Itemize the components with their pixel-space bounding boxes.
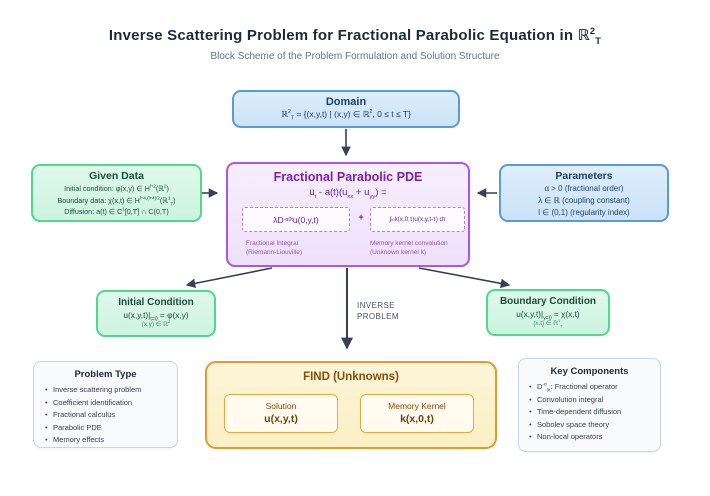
- arrow-pde-to-boundary-condition: [419, 268, 509, 285]
- given-data-box: [31, 164, 202, 222]
- find-kernel-formula: k(x,0,t): [400, 413, 434, 425]
- key-components-title: Key Components: [550, 366, 629, 377]
- key-components-item: • Convolution integral: [528, 394, 656, 407]
- key-components-item: • Non-local operators: [528, 431, 656, 444]
- given-data-title: Given Data: [89, 170, 144, 182]
- find-box: [205, 361, 497, 449]
- find-title: FIND (Unknowns): [303, 371, 399, 383]
- given-data-line-diffusion: Diffusion: a(t) ∈ $C^1[0,T]$ ∩ C(0,T): [64, 206, 169, 216]
- domain-formula: ℝ$^2_T$ = {(x,y,t) | (x,y) ∈ ℝ$^2$, 0 ≤ t ≤ T}: [281, 109, 411, 122]
- key-components-item: • Sobolev space theory: [528, 419, 656, 432]
- find-solution-formula: u(x,y,t): [264, 413, 298, 425]
- parameters-line-regularity: l ∈ (0,1) (regularity index): [538, 208, 630, 217]
- initial-condition-domain: (x,y) ∈ ℝ$^2$: [141, 318, 171, 328]
- find-solution-box: [224, 394, 338, 433]
- find-solution-label: Solution: [265, 401, 297, 411]
- key-components-box: [518, 358, 661, 452]
- find-kernel-label: Memory Kernel: [388, 401, 446, 411]
- given-data-line-initial: Initial condition: φ(x,y) ∈ $H^{l+2}(ℝ^2)$: [64, 183, 169, 193]
- initial-condition-title: Initial Condition: [118, 297, 194, 308]
- inverse-problem-line2: PROBLEM: [357, 312, 399, 321]
- domain-box: [232, 90, 460, 128]
- inverse-problem-label: [357, 300, 399, 322]
- boundary-condition-formula: $u(x,y,t)|_{y=0} = \chi(x,t)$: [516, 309, 580, 322]
- inverse-problem-line1: INVERSE: [357, 301, 395, 310]
- pde-title: Fractional Parabolic PDE: [273, 170, 423, 184]
- pde-caption-fractional: Fractional Integral (Riemann-Liouville): [246, 240, 302, 256]
- initial-condition-formula: $u(x,y,t)|_{t=0} = \varphi(x,y)$: [123, 310, 189, 323]
- pde-box: [226, 162, 470, 267]
- problem-type-item: • Fractional calculus: [44, 409, 171, 422]
- page-title: Inverse Scattering Problem for Fractional Parabolic Equation in ℝ$^2_T$: [108, 26, 602, 46]
- arrow-pde-to-initial-condition: [187, 268, 272, 285]
- problem-type-item: • Coefficient identification: [44, 397, 171, 410]
- pde-equation: $u_t - a(t)(u_{xx} + u_{yy})$ =: [309, 187, 387, 200]
- parameters-title: Parameters: [555, 170, 613, 182]
- boundary-condition-box: [486, 289, 610, 336]
- problem-type-box: [33, 361, 178, 448]
- problem-type-title: Problem Type: [74, 369, 137, 380]
- pde-term-fractional: λD -α 0t u(0,y,t): [242, 207, 350, 232]
- parameters-line-alpha: α > 0 (fractional order): [544, 184, 624, 193]
- key-components-item: • Time-dependent diffusion: [528, 406, 656, 419]
- domain-title: Domain: [325, 96, 367, 108]
- pde-term-convolution: ∫ t 0 k(x,0;τ)u(x,y,t-τ) dτ: [370, 207, 465, 232]
- boundary-condition-domain: (x,t) ∈ ℝ$^1_T$: [533, 317, 563, 329]
- problem-type-item: • Inverse scattering problem: [44, 384, 171, 397]
- page-subtitle: Block Scheme of the Problem Formulation and Solution Structure: [210, 51, 500, 62]
- key-components-item: • $D^{-\alpha}_{0t}$: Fractional operator: [528, 381, 656, 394]
- problem-type-item: • Memory effects: [44, 434, 171, 447]
- pde-plus-sign: +: [358, 212, 364, 222]
- parameters-line-lambda: λ ∈ ℝ (coupling constant): [538, 196, 630, 205]
- problem-type-item: • Parabolic PDE: [44, 422, 171, 435]
- pde-caption-convolution: Memory kernel convolution (Unknown kernel k): [370, 240, 448, 256]
- find-kernel-box: [360, 394, 474, 433]
- boundary-condition-title: Boundary Condition: [499, 296, 597, 307]
- given-data-line-boundary: Boundary data: χ(x,t) ∈ $H^{l+4,(l+4)/2}(ℝ^1_T)$: [57, 195, 176, 206]
- initial-condition-box: [96, 290, 216, 337]
- parameters-box: [499, 164, 669, 222]
